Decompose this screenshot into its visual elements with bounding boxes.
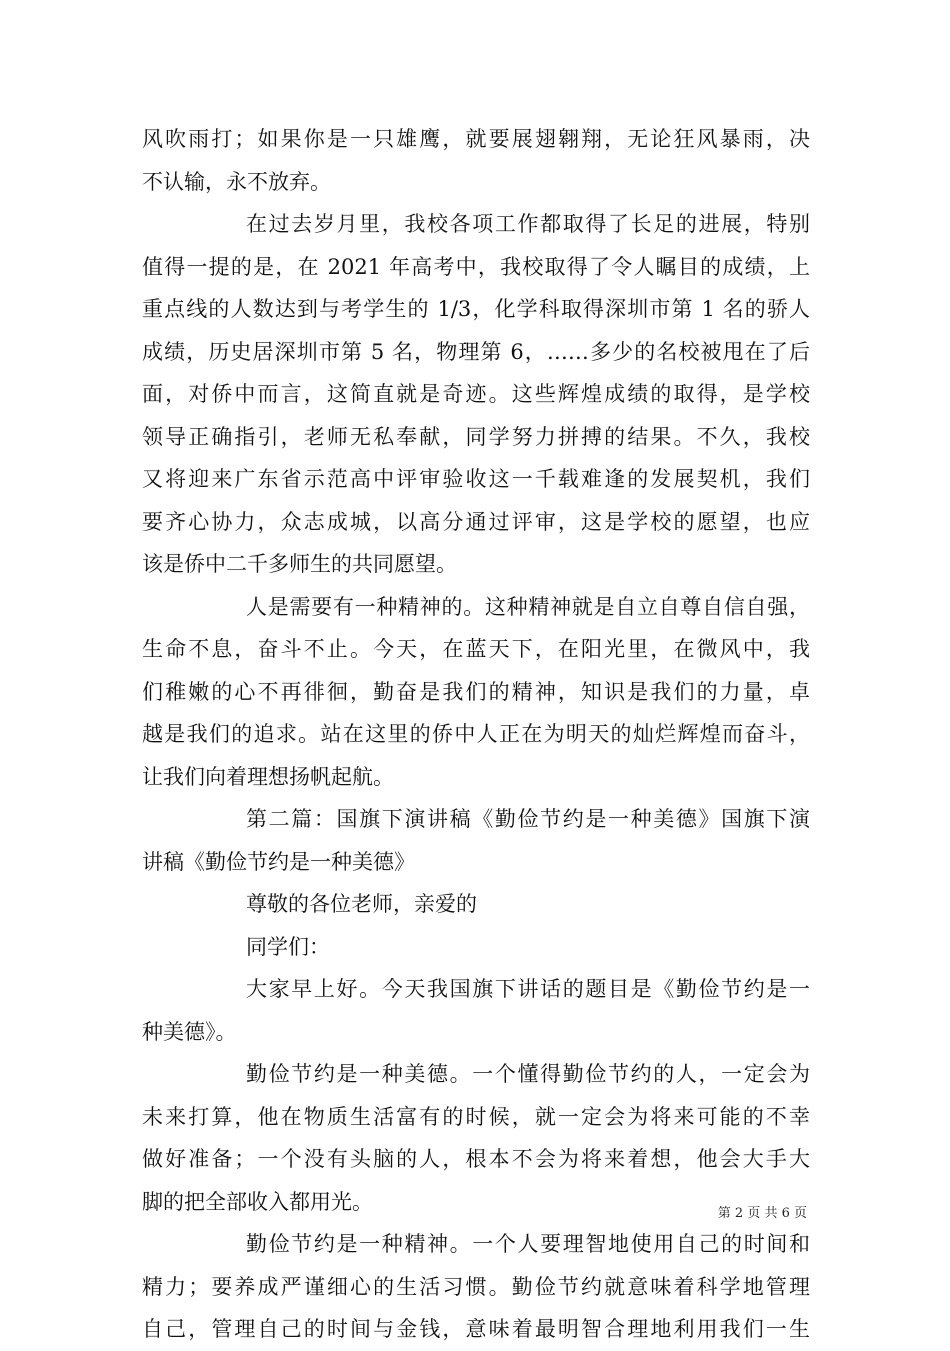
text-line: 未来打算，他在物质生活富有的时候，就一定会为将来可能的不幸: [142, 1104, 810, 1129]
text-line: 越是我们的追求。站在这里的侨中人正在为明天的灿烂辉煌而奋斗，: [142, 722, 810, 746]
text-line: 领导正确指引，老师无私奉献，同学努力拼搏的结果。不久，我校: [142, 424, 810, 449]
page-number: 第 2 页 共 6 页: [717, 1206, 807, 1221]
section-heading-line: 讲稿《勤俭节约是一种美德》: [142, 849, 415, 874]
text-line: 脚的把全部收入都用光。: [142, 1189, 373, 1214]
text-line: 要齐心协力，众志成城，以高分通过评审，这是学校的愿望，也应: [142, 509, 810, 534]
text-line: 自己，管理自己的时间与金钱，意味着最明智合理地利用我们一生: [142, 1317, 810, 1341]
text-line: 种美德》。: [142, 1019, 237, 1044]
text-line: 们稚嫩的心不再徘徊，勤奋是我们的精神，知识是我们的力量，卓: [142, 679, 810, 704]
text-line: 生命不息，奋斗不止。今天，在蓝天下，在阳光里，在微风中，我: [142, 637, 810, 661]
salutation-line: 尊敬的各位老师，亲爱的: [246, 892, 477, 916]
text-line: 成绩，历史居深圳市第 5 名，物理第 6，……多少的名校被甩在了后: [142, 339, 810, 364]
paragraph-start-line: 在过去岁月里，我校各项工作都取得了长足的进展，特别: [246, 212, 810, 236]
text-line: 重点线的人数达到与考学生的 1/3，化学科取得深圳市第 1 名的骄人: [142, 297, 810, 321]
paragraph-start-line: 人是需要有一种精神的。这种精神就是自立自尊自信自强，: [246, 594, 810, 619]
text-line: 让我们向着理想扬帆起航。: [142, 764, 394, 789]
section-heading-line: 第二篇：国旗下演讲稿《勤俭节约是一种美德》国旗下演: [246, 807, 810, 831]
paragraph-start-line: 大家早上好。今天我国旗下讲话的题目是《勤俭节约是一: [246, 977, 810, 1001]
text-line: 做好准备；一个没有头脑的人，根本不会为将来着想，他会大手大: [142, 1147, 810, 1171]
paragraph-start-line: 勤俭节约是一种美德。一个懂得勤俭节约的人，一定会为: [246, 1062, 810, 1086]
text-line: 不认输，永不放弃。: [142, 169, 331, 194]
text-line: 该是侨中二千多师生的共同愿望。: [142, 552, 457, 576]
text-line: 又将迎来广东省示范高中评审验收这一千载难逢的发展契机，我们: [142, 467, 810, 491]
text-line: 风吹雨打；如果你是一只雄鹰，就要展翅翱翔，无论狂风暴雨，决: [142, 127, 810, 151]
text-line: 精力；要养成严谨细心的生活习惯。勤俭节约就意味着科学地管理: [142, 1274, 810, 1299]
body-text: [142, 118, 810, 1351]
paragraph-start-line: 勤俭节约是一种精神。一个人要理智地使用自己的时间和: [246, 1232, 810, 1256]
text-line: 值得一提的是，在 2021 年高考中，我校取得了令人瞩目的成绩，上: [142, 254, 810, 279]
salutation-line: 同学们：: [246, 934, 330, 959]
text-line: 面，对侨中而言，这简直就是奇迹。这些辉煌成绩的取得，是学校: [142, 382, 810, 406]
